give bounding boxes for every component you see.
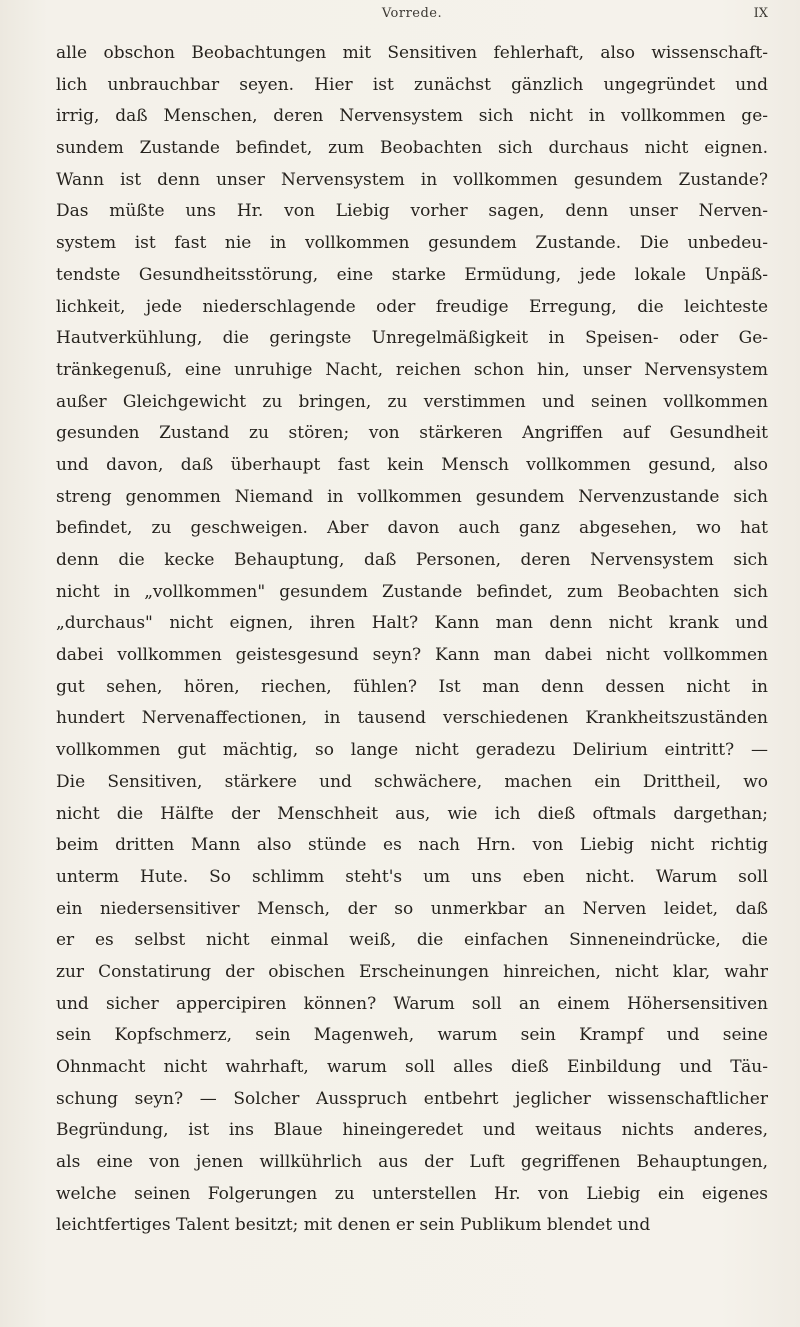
text-line: und sicher appercipiren können? Warum soll an einem Höhersensitiven	[56, 993, 768, 1014]
text-line: sundem Zustande befindet, zum Beobachten sich durchaus nicht eignen.	[56, 138, 768, 159]
text-line: und davon, daß überhaupt fast kein Mensch vollkommen gesund, also	[56, 454, 768, 475]
text-line: beim dritten Mann also stünde es nach Hrn. von Liebig nicht richtig	[56, 835, 768, 856]
text-line: tränkegenuß, eine unruhige Nacht, reichen schon hin, unser Nervensystem	[56, 359, 768, 380]
text-line: gesunden Zustand zu stören; von stärkeren Angriffen auf Gesundheit	[56, 423, 768, 444]
text-line: Hautverkühlung, die geringste Unregelmäßigkeit in Speisen- oder Ge-	[56, 328, 768, 349]
text-line: denn die kecke Behauptung, daß Personen, deren Nervensystem sich	[56, 550, 768, 570]
text-line: gut sehen, hören, riechen, fühlen? Ist man denn dessen nicht in	[56, 676, 768, 697]
text-line: dabei vollkommen geistesgesund seyn? Kann man dabei nicht vollkommen	[56, 645, 768, 666]
text-line: streng genommen Niemand in vollkommen gesundem Nervenzustande sich	[56, 486, 768, 507]
text-line: „durchaus" nicht eignen, ihren Halt? Kann man denn nicht krank und	[56, 613, 768, 634]
text-line: zur Constatirung der obischen Erscheinungen hinreichen, nicht klar, wahr	[56, 961, 768, 982]
text-line: Begründung, ist ins Blaue hineingeredet und weitaus nichts anderes,	[56, 1120, 768, 1141]
text-line: welche seinen Folgerungen zu unterstellen Hr. von Liebig ein eigenes	[56, 1183, 768, 1204]
text-line: leichtfertiges Talent besitzt; mit denen er sein Publikum blendet und	[56, 1215, 651, 1236]
text-line: befindet, zu geschweigen. Aber davon auch ganz abgesehen, wo hat	[56, 518, 768, 539]
text-line: Die Sensitiven, stärkere und schwächere, machen ein Drittheil, wo	[56, 771, 768, 792]
text-line: Wann ist denn unser Nervensystem in vollkommen gesundem Zustande?	[56, 169, 768, 190]
text-line: Ohnmacht nicht wahrhaft, warum soll alles dieß Einbildung und Täu-	[56, 1057, 768, 1077]
text-line: ein niedersensitiver Mensch, der so unmerkbar an Nerven leidet, daß	[56, 898, 768, 919]
text-line: nicht die Hälfte der Menschheit aus, wie ich dieß oftmals dargethan;	[56, 803, 768, 824]
body-text	[56, 38, 768, 1242]
text-line: lichkeit, jede niederschlagende oder freudige Erregung, die leichteste	[56, 296, 768, 317]
text-line: lich unbrauchbar seyen. Hier ist zunächst gänzlich ungegründet und	[56, 74, 768, 95]
running-title: Vorrede.	[381, 6, 443, 21]
text-line: sein Kopfschmerz, sein Magenweh, warum sein Krampf und seine	[56, 1025, 768, 1046]
text-line: außer Gleichgewicht zu bringen, zu verstimmen und seinen vollkommen	[56, 391, 768, 412]
running-head	[56, 6, 768, 28]
text-line: Das müßte uns Hr. von Liebig vorher sagen, denn unser Nerven-	[56, 201, 768, 222]
text-line: irrig, daß Menschen, deren Nervensystem sich nicht in vollkommen ge-	[56, 106, 768, 127]
text-line: vollkommen gut mächtig, so lange nicht geradezu Delirium eintritt? —	[56, 740, 768, 761]
page-number: IX	[753, 6, 768, 21]
text-line: tendste Gesundheitsstörung, eine starke Ermüdung, jede lokale Unpäß-	[56, 264, 768, 285]
text-line: er es selbst nicht einmal weiß, die einfachen Sinneneindrücke, die	[56, 930, 768, 951]
text-line: system ist fast nie in vollkommen gesundem Zustande. Die unbedeu-	[56, 233, 768, 254]
text-line: alle obschon Beobachtungen mit Sensitiven fehlerhaft, also wissenschaft-	[56, 43, 768, 63]
text-line: unterm Hute. So schlimm steht's um uns eben nicht. Warum soll	[56, 866, 768, 887]
text-line: schung seyn? — Solcher Ausspruch entbehrt jeglicher wissenschaftlicher	[56, 1088, 768, 1109]
text-line: als eine von jenen willkührlich aus der Luft gegriffenen Behauptungen,	[56, 1152, 768, 1173]
text-line: hundert Nervenaffectionen, in tausend verschiedenen Krankheitszuständen	[56, 708, 768, 729]
text-line: nicht in „vollkommen" gesundem Zustande befindet, zum Beobachten sich	[56, 581, 768, 602]
